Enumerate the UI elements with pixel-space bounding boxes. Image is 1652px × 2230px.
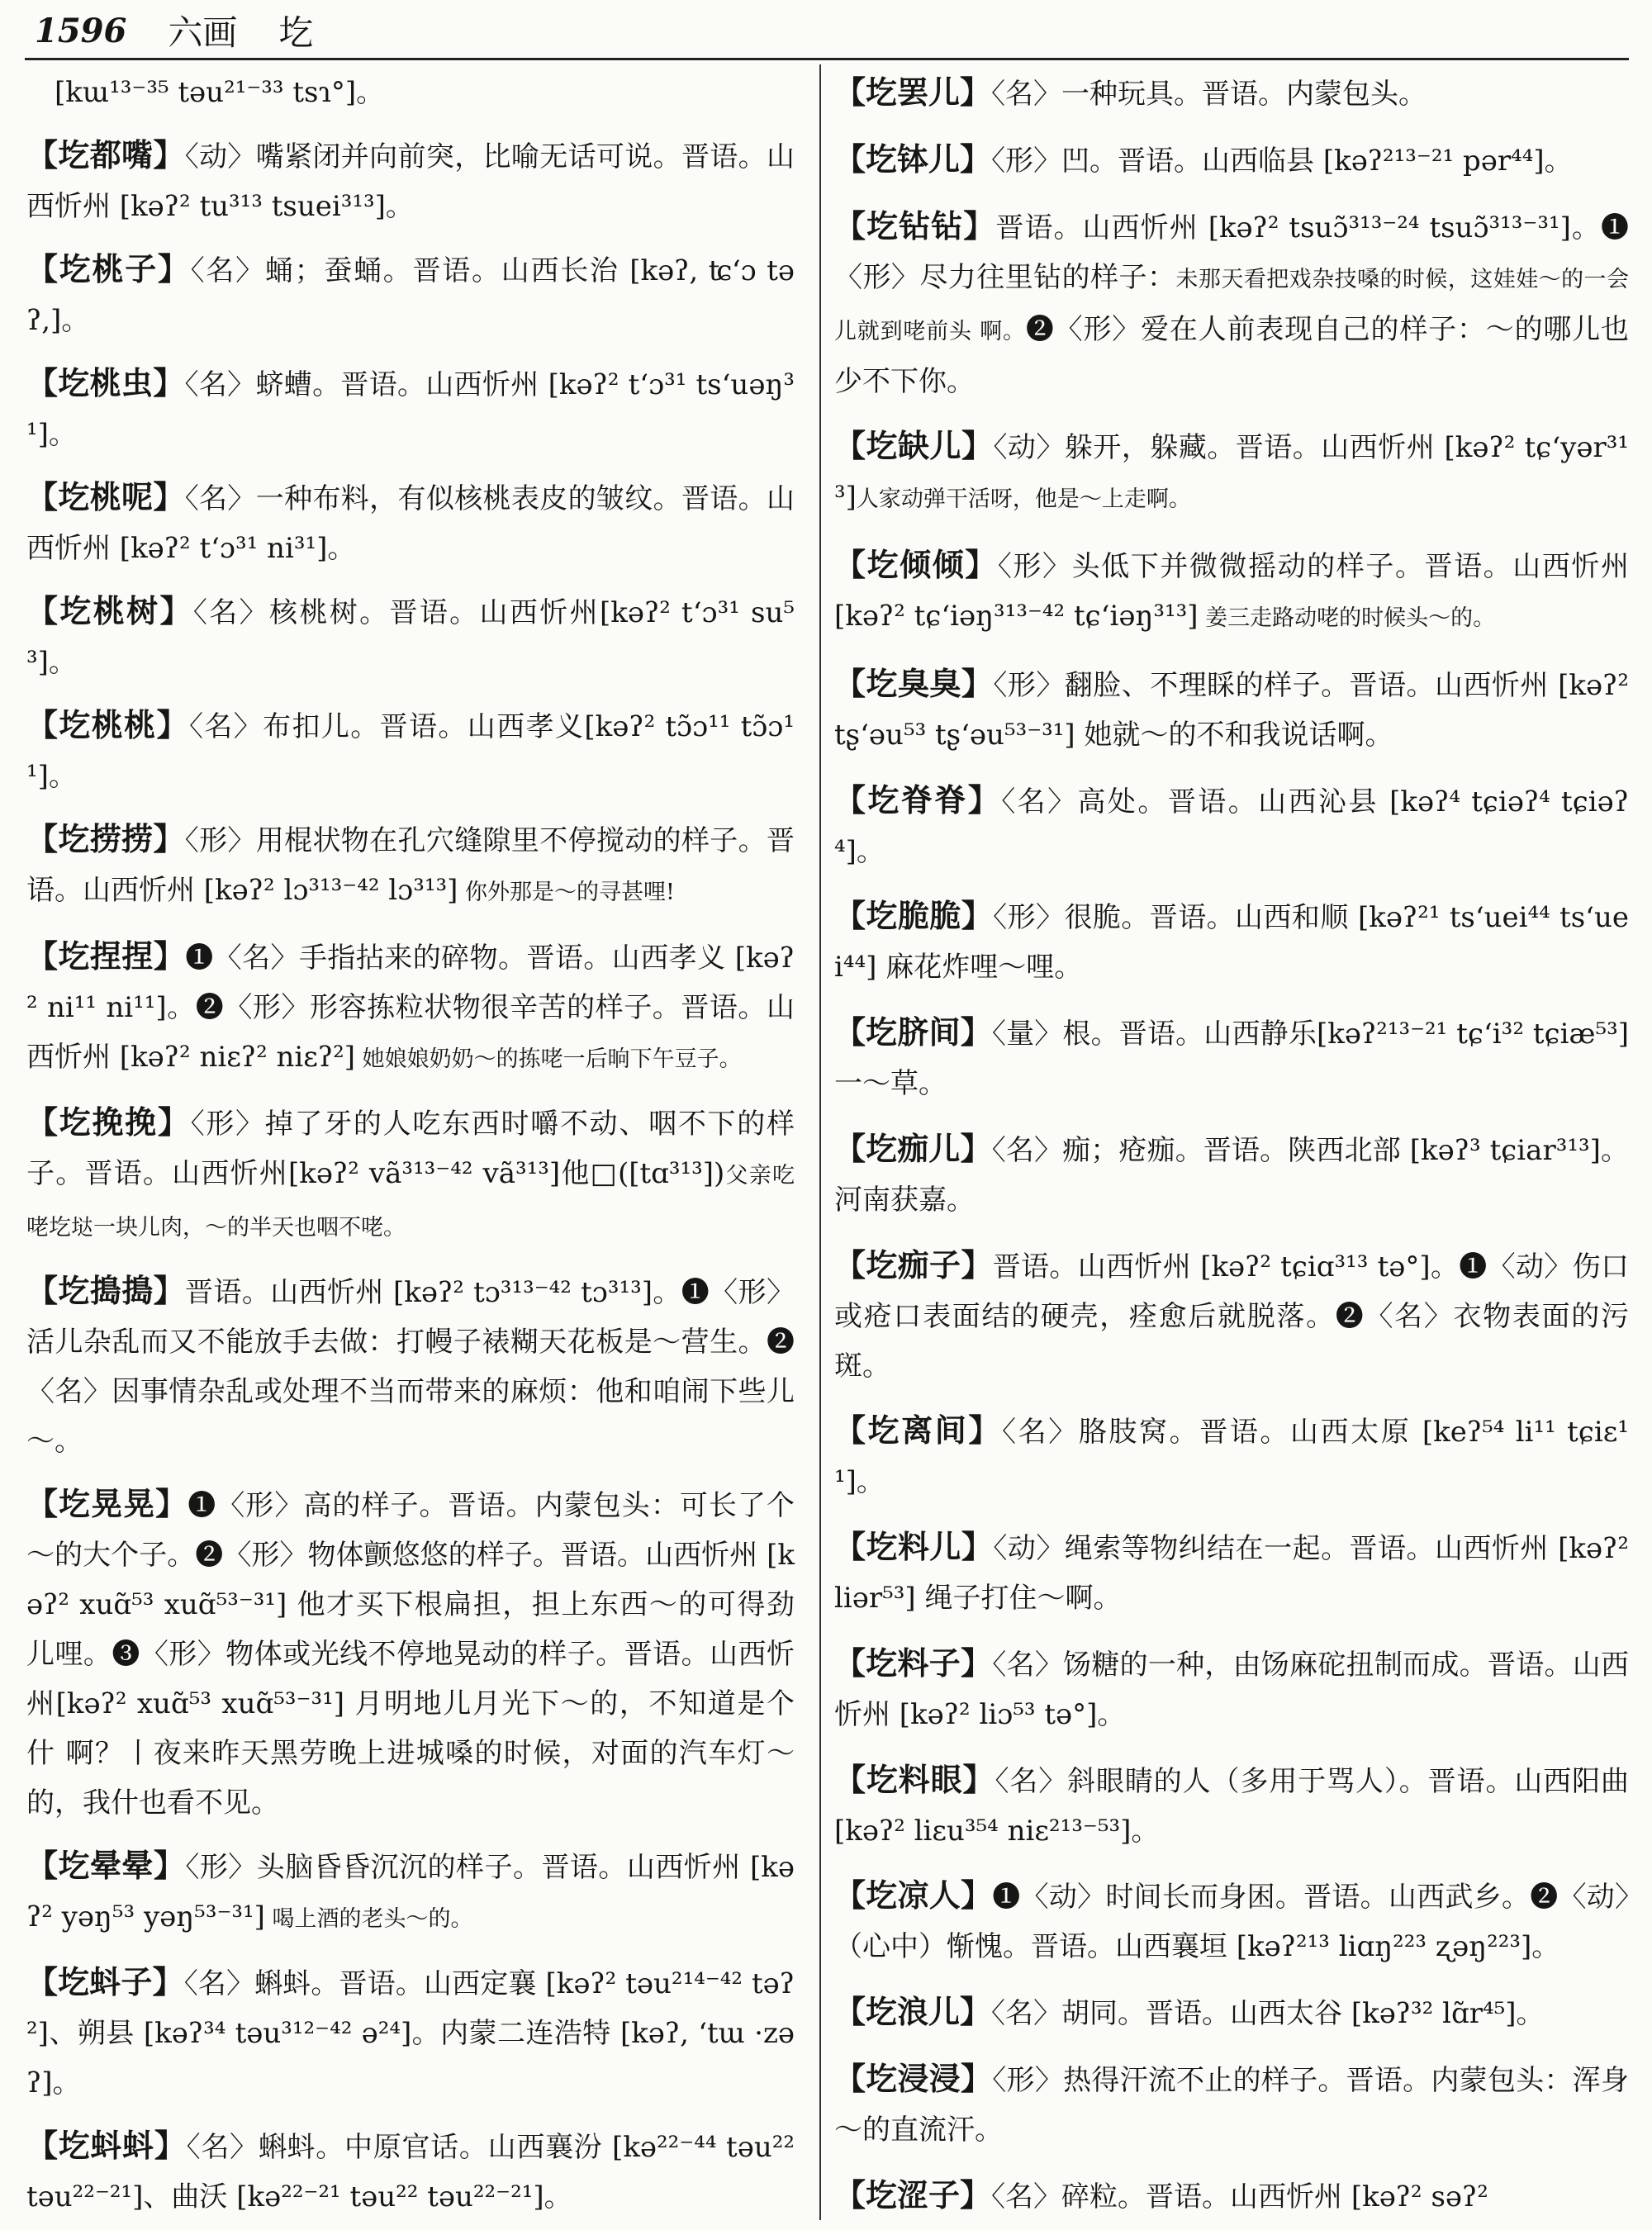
- entry-definition: ❶〈名〉手指拈来的碎物。晋语。山西孝义 [kəʔ² ni¹¹ ni¹¹]。❷〈形〉形容拣粒状物很辛苦的样子。晋语。山西忻州 [kəʔ² niɛʔ² niɛʔ²]: [26, 941, 795, 1074]
- entry-headword: 【圪凉人】: [834, 1877, 993, 1914]
- entry-definition: 〈名〉胡同。晋语。山西太谷 [kəʔ³² lɑ̃r⁴⁵]。: [991, 1997, 1545, 2031]
- entry-definition: 晋语。山西忻州 [kəʔ² tɕiɑ³¹³ tə°]。❶〈动〉伤口或疮口表面结的硬壳，痊愈后就脱落。❷〈名〉衣物表面的污斑。: [834, 1250, 1629, 1383]
- entry-definition: 〈名〉一种布料，有似核桃表皮的皱纹。晋语。山西忻州 [kəʔ² tʻɔ³¹ ni³¹]。: [26, 482, 795, 566]
- dictionary-entry: [834, 1522, 1629, 1623]
- header-character: 圪: [278, 12, 314, 53]
- entry-definition: 〈形〉很脆。晋语。山西和顺 [kəʔ²¹ tsʻuei⁴⁴ tsʻuei⁴⁴] 麻花炸哩～哩。: [834, 901, 1629, 985]
- entry-headword: 【圪脆脆】: [834, 897, 994, 935]
- entry-headword: 【圪倾倾】: [834, 546, 998, 584]
- entry-example-note: 她娘娘奶奶～的拣咾一后晌下午豆子。: [355, 1046, 742, 1072]
- dictionary-entry: [26, 1841, 795, 1944]
- entry-headword: 【圪搗搗】: [26, 1271, 186, 1309]
- entry-headword: 【圪料子】: [834, 1644, 993, 1682]
- entry-definition: 〈量〉根。晋语。山西静乐[kəʔ²¹³⁻²¹ tɕʻi³² tɕiæ⁵³] 一～草。: [834, 1018, 1629, 1101]
- entry-definition: 〈形〉凹。晋语。山西临县 [kəʔ²¹³⁻²¹ pər⁴⁴]。: [991, 144, 1573, 178]
- dictionary-entry: [26, 1098, 795, 1253]
- entry-definition: 〈名〉一种玩具。晋语。内蒙包头。: [991, 78, 1427, 111]
- dictionary-entry: [834, 1241, 1629, 1391]
- entry-headword: 【圪罢儿】: [834, 74, 992, 111]
- column-divider: [819, 64, 821, 2220]
- entry-definition: ❶〈动〉时间长而身困。晋语。山西武乡。❷〈动〉（心中）惭愧。晋语。山西襄垣 [kəʔ²¹³ liɑŋ²²³ ʐəŋ²²³]。: [834, 1881, 1629, 1964]
- entry-example-note: 喝上酒的老头～的。: [264, 1905, 473, 1932]
- entry-headword: 【圪桃子】: [26, 250, 191, 288]
- entry-example-note: 你外那是～的寻甚哩!: [458, 880, 675, 906]
- dictionary-entry: [26, 130, 795, 231]
- page-header: [35, 7, 1629, 55]
- dictionary-entry: [26, 244, 795, 345]
- dictionary-entry: [26, 358, 795, 459]
- dictionary-entry: [26, 1266, 795, 1466]
- entry-definition: 〈形〉掉了牙的人吃东西时嚼不动、咽不下的样子。晋语。山西忻州[kəʔ² vã³¹³⁻⁴² vã³¹³]他□([tɑ³¹³]): [26, 1107, 795, 1190]
- dictionary-entry: [834, 1639, 1629, 1739]
- entry-headword: 【圪蚪蚪】: [26, 2126, 187, 2164]
- entry-definition: 〈形〉头低下并微微摇动的样子。晋语。山西忻州 [kəʔ² tɕʻiəŋ³¹³⁻⁴² tɕʻiəŋ³¹³]: [834, 550, 1629, 633]
- dictionary-entry: [834, 891, 1629, 992]
- entry-headword: 【圪晕晕】: [26, 1846, 186, 1884]
- dictionary-entry: [834, 2054, 1629, 2155]
- entry-definition: 〈名〉蛹；蚕蛹。晋语。山西长治 [kəʔ, ʨʻɔ təʔ,]。: [26, 254, 795, 338]
- dictionary-entry: [26, 1957, 795, 2108]
- entry-definition: 〈名〉布扣儿。晋语。山西孝义[kəʔ² tɔ̃ɔ¹¹ tɔ̃ɔ¹¹]。: [26, 710, 795, 794]
- dictionary-entry: [834, 1755, 1629, 1856]
- entry-headword: 【圪臭臭】: [834, 664, 994, 702]
- entry-definition: 晋语。山西忻州 [kəʔ² tsuɔ̃³¹³⁻²⁴ tsuɔ̃³¹³⁻³¹]。❶〈形〉尽力往里钻的样子：: [834, 211, 1629, 294]
- dictionary-entry: [834, 1406, 1629, 1506]
- entry-headword: 【圪都嘴】: [26, 136, 185, 174]
- entry-definition: 〈动〉嘴紧闭并向前突，比喻无话可说。晋语。山西忻州 [kəʔ² tu³¹³ tsuei³¹³]。: [26, 140, 795, 224]
- dictionary-entry: [26, 68, 795, 117]
- dictionary-entry: [26, 1479, 795, 1828]
- header-rule: [25, 58, 1629, 60]
- entry-headword: 【圪脊脊】: [834, 780, 1002, 818]
- dictionary-entry: [26, 2121, 795, 2222]
- entry-definition: 〈形〉用棍状物在孔穴缝隙里不停搅动的样子。晋语。山西忻州 [kəʔ² lɔ³¹³⁻⁴² lɔ³¹³]: [26, 824, 795, 908]
- dictionary-entry: [834, 1124, 1629, 1225]
- entry-headword: 【圪捞捞】: [26, 820, 185, 858]
- right-column: [834, 68, 1629, 2222]
- dictionary-entry: [26, 472, 795, 573]
- entry-definition: 〈名〉蝌蚪。中原官话。山西襄汾 [kə²²⁻⁴⁴ təu²² təu²²⁻²¹]、曲沃 [kə²²⁻²¹ təu²² təu²²⁻²¹]。: [26, 2130, 795, 2213]
- entry-definition: ❶〈形〉高的样子。晋语。内蒙包头：可长了个～的大个子。❷〈形〉物体颤悠悠的样子。晋语。山西忻州 [kəʔ² xuɑ̃⁵³ xuɑ̃⁵³⁻³¹] 他才买下根扁担，担上东西～的可得劲儿哩。❸〈形〉物体或光线不停地晃动的样子。晋语。山西忻州[kəʔ² xuɑ̃⁵³ xuɑ̃⁵³⁻³¹] 月明地儿月光下～的，不知道是个什 啊？丨夜来昨天黑劳晚上进城嗓的时候，对面的汽车灯～的，我什也看不见。: [26, 1488, 795, 1820]
- entry-definition: 〈名〉核桃树。晋语。山西忻州[kəʔ² tʻɔ³¹ su⁵³]。: [26, 596, 795, 680]
- entry-example-note: 姜三走路动咾的时候头～的。: [1198, 605, 1496, 632]
- dictionary-entry: [26, 814, 795, 918]
- entry-definition: 〈名〉饧糖的一种，由饧麻砣扭制而成。晋语。山西忻州 [kəʔ² liɔ⁵³ tə°]。: [834, 1648, 1629, 1731]
- entry-headword: 【圪浪儿】: [834, 1993, 992, 2031]
- entry-headword: 【圪钻钻】: [834, 206, 996, 244]
- dictionary-entry: [834, 1008, 1629, 1108]
- entry-definition: 〈形〉翻脸、不理睬的样子。晋语。山西忻州 [kəʔ² tʂʻəu⁵³ tʂʻəu⁵³⁻³¹] 她就～的不和我说话啊。: [834, 668, 1629, 752]
- entry-headword: 【圪桃桃】: [26, 706, 189, 744]
- entry-headword: 【圪缺儿】: [834, 427, 994, 465]
- dictionary-entry: [26, 586, 795, 687]
- entry-headword: 【圪晃晃】: [26, 1484, 188, 1522]
- entry-headword: 【圪痂儿】: [834, 1129, 992, 1167]
- entry-headword: 【圪捏捏】: [26, 937, 186, 975]
- dictionary-entry: [834, 1871, 1629, 1971]
- dictionary-entry: [834, 202, 1629, 406]
- entry-definition: 〈名〉高处。晋语。山西沁县 [kəʔ⁴ tɕiəʔ⁴ tɕiəʔ⁴]。: [834, 785, 1629, 868]
- entry-headword: 【圪桃树】: [26, 592, 193, 630]
- dictionary-entry: [834, 776, 1629, 876]
- dictionary-entry: [26, 932, 795, 1084]
- entry-definition: 〈形〉热得汗流不止的样子。晋语。内蒙包头：浑身～的直流汗。: [834, 2064, 1629, 2147]
- dictionary-entry: [834, 1987, 1629, 2038]
- entry-headword: 【圪料儿】: [834, 1528, 994, 1566]
- dictionary-entry: [834, 421, 1629, 524]
- entry-definition: 〈名〉胳肢窝。晋语。山西太原 [keʔ⁵⁴ li¹¹ tɕiɛ¹¹]。: [834, 1416, 1629, 1499]
- dictionary-entry: [834, 68, 1629, 119]
- entry-definition: [kɯ¹³⁻³⁵ təu²¹⁻³³ tsɿ°]。: [55, 76, 385, 109]
- entry-definition: 〈名〉蝌蚪。晋语。山西定襄 [kəʔ² təu²¹⁴⁻⁴² təʔ²]、朔县 [kəʔ³⁴ təu³¹²⁻⁴² ə²⁴]。内蒙二连浩特 [kəʔ, ʻtɯ ·zəʔ]。: [26, 1967, 795, 2100]
- entry-definition: 〈形〉头脑昏昏沉沉的样子。晋语。山西忻州 [kəʔ² yəŋ⁵³ yəŋ⁵³⁻³¹]: [26, 1850, 795, 1933]
- entry-example-note: 人家动弹干活呀，他是～上走啊。: [856, 486, 1191, 513]
- entry-definition: ❷〈形〉爱在人前表现自己的样子：～的哪儿也少不下你。: [834, 312, 1630, 398]
- entry-definition: 晋语。山西忻州 [kəʔ² tɔ³¹³⁻⁴² tɔ³¹³]。❶〈形〉活儿杂乱而又不能放手去做：打幔子裱糊天花板是～营生。❷〈名〉因事情杂乱或处理不当而带来的麻烦：他和咱闹下些儿～。: [26, 1275, 795, 1458]
- entry-example-note: 未那天看把戏杂技嗓的时候，这娃娃～的一会儿就到咾前头 啊。: [834, 266, 1630, 344]
- entry-headword: 【圪蚪子】: [26, 1962, 184, 2000]
- entry-definition: 〈名〉碎粒。晋语。山西忻州 [kəʔ² səʔ²: [991, 2180, 1488, 2213]
- entry-definition: 〈名〉蛴螬。晋语。山西忻州 [kəʔ² tʻɔ³¹ tsʻuəŋ³¹]。: [26, 368, 795, 452]
- entry-headword: 【圪料眼】: [834, 1760, 995, 1798]
- entry-headword: 【圪桃呢】: [26, 478, 185, 516]
- entry-definition: 〈动〉躲开，躲藏。晋语。山西忻州 [kəʔ² tɕʻyər³¹³]: [834, 431, 1629, 515]
- entry-headword: 【圪挽挽】: [26, 1103, 191, 1141]
- page-number: 1596: [35, 11, 127, 50]
- dictionary-entry: [26, 700, 795, 801]
- dictionary-entry: [834, 2171, 1629, 2222]
- entry-headword: 【圪离间】: [834, 1412, 1003, 1450]
- section-label: 六画: [168, 12, 238, 53]
- entry-headword: 【圪浸浸】: [834, 2060, 993, 2098]
- entry-headword: 【圪痂子】: [834, 1245, 993, 1283]
- entry-headword: 【圪钵儿】: [834, 140, 992, 178]
- entry-headword: 【圪脐间】: [834, 1013, 992, 1051]
- dictionary-entry: [834, 659, 1629, 760]
- entry-example-note: 父亲吃咾圪垯一块儿肉，～的半天也咽不咾。: [26, 1162, 795, 1241]
- dictionary-entry: [834, 540, 1629, 643]
- entry-headword: 【圪桃虫】: [26, 364, 185, 402]
- entry-headword: 【圪涩子】: [834, 2175, 992, 2213]
- entry-definition: 〈动〉绳索等物纠结在一起。晋语。山西忻州 [kəʔ² liər⁵³] 绳子打住～啊。: [834, 1532, 1629, 1616]
- entry-definition: 〈名〉痂；疮痂。晋语。陕西北部 [kəʔ³ tɕiar³¹³]。河南获嘉。: [834, 1133, 1629, 1217]
- entry-definition: 〈名〉斜眼睛的人（多用于骂人）。晋语。山西阳曲 [kəʔ² liɛu³⁵⁴ niɛ²¹³⁻⁵³]。: [834, 1764, 1629, 1848]
- dictionary-entry: [834, 135, 1629, 186]
- left-column: [26, 68, 795, 2222]
